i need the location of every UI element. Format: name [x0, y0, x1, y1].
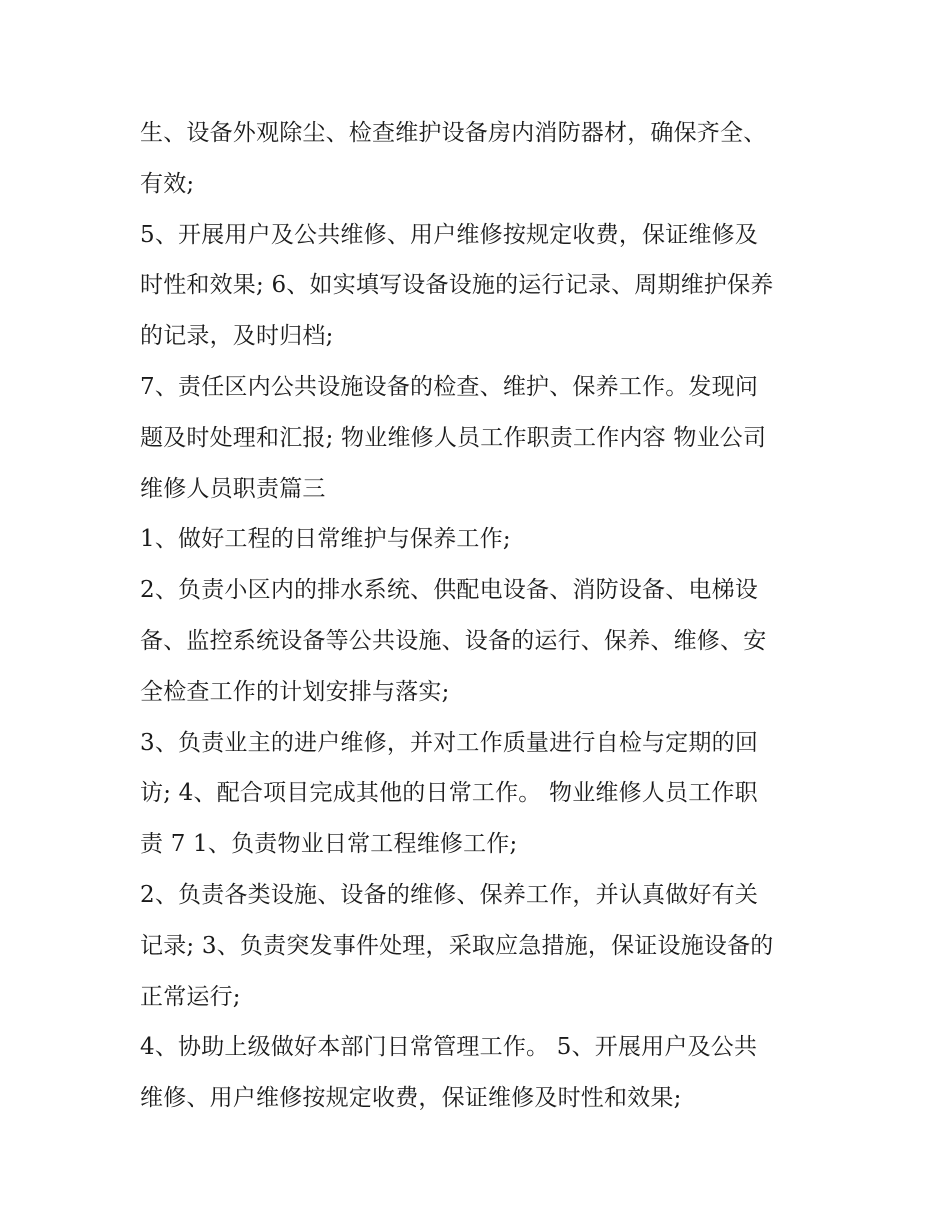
text-line: 时性和效果; 6、如实填写设备设施的运行记录、周期维护保养: [140, 272, 774, 299]
text-line: 3、负责业主的进户维修，并对工作质量进行自检与定期的回: [140, 729, 759, 756]
text-line: 2、负责各类设施、设备的维修、保养工作，并认真做好有关: [140, 881, 759, 908]
text-line: 正常运行;: [140, 983, 241, 1010]
text-line: 1、做好工程的日常维护与保养工作;: [140, 526, 511, 553]
text-line: 备、监控系统设备等公共设施、设备的运行、保养、维修、安: [140, 627, 767, 654]
text-line: 题及时处理和汇报; 物业维修人员工作职责工作内容 物业公司: [140, 424, 767, 451]
body-text: [140, 108, 820, 1124]
text-line: 访; 4、配合项目完成其他的日常工作。 物业维修人员工作职: [140, 780, 758, 807]
text-line: 责 7 1、负责物业日常工程维修工作;: [140, 831, 518, 858]
text-line: 2、负责小区内的排水系统、供配电设备、消防设备、电梯设: [140, 577, 759, 604]
text-line: 4、协助上级做好本部门日常管理工作。 5、开展用户及公共: [140, 1034, 758, 1061]
text-line: 的记录，及时归档;: [140, 323, 334, 350]
text-line: 生、设备外观除尘、检查维护设备房内消防器材，确保齐全、: [140, 120, 767, 146]
text-line: 有效;: [140, 170, 195, 197]
text-line: 记录; 3、负责突发事件处理，采取应急措施，保证设施设备的: [140, 932, 774, 959]
text-line: 维修人员职责篇三: [140, 475, 326, 502]
text-line: 维修、用户维修按规定收费，保证维修及时性和效果;: [140, 1085, 682, 1112]
text-line: 5、开展用户及公共维修、用户维修按规定收费，保证维修及: [140, 221, 759, 248]
text-line: 7、责任区内公共设施设备的检查、维护、保养工作。发现问: [140, 373, 759, 400]
text-line: 全检查工作的计划安排与落实;: [140, 678, 450, 705]
